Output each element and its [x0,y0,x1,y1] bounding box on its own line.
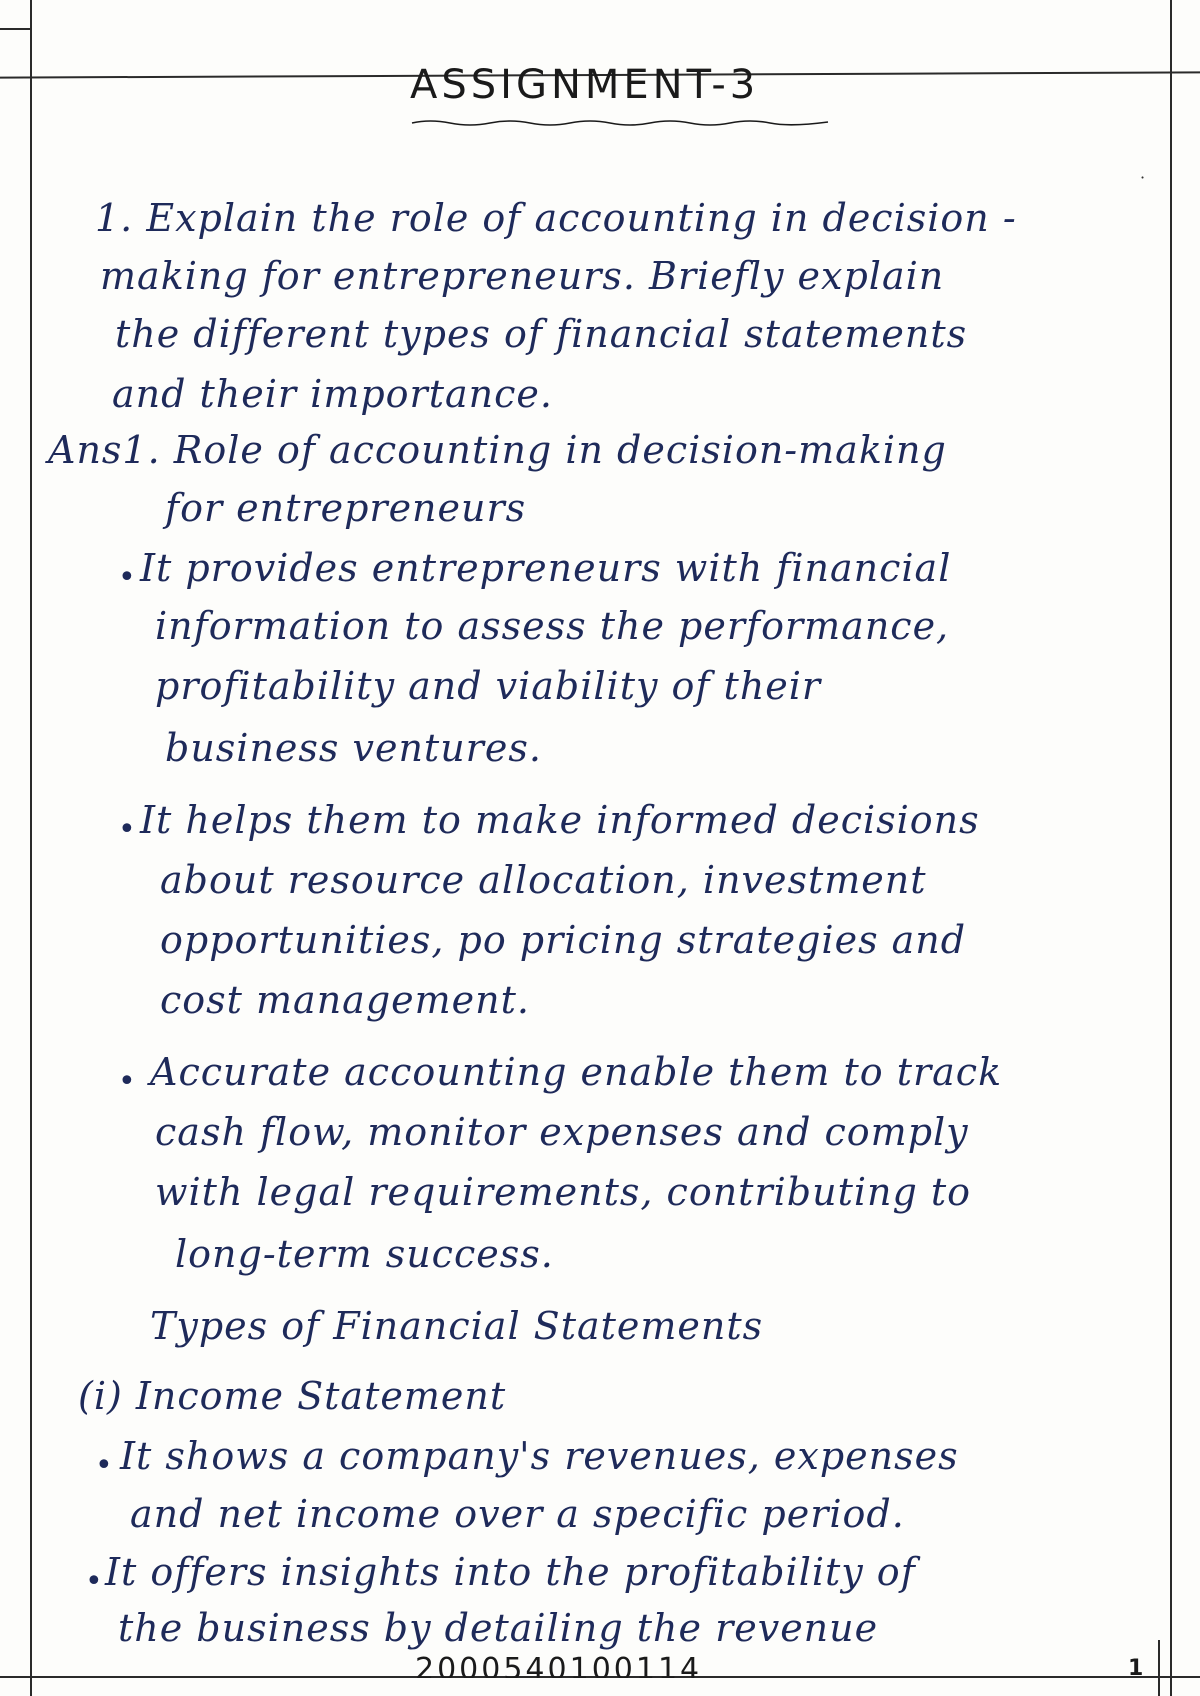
bullet-marker: • [118,1064,136,1099]
bullet-marker: • [118,812,136,847]
left-margin-line [30,0,32,1696]
bullet-line: and net income over a specific period. [130,1492,905,1536]
bullet-marker: • [85,1564,103,1599]
answer-heading-line: Ans1. Role of accounting in decision-making [48,428,947,472]
bullet-line: information to assess the performance, [155,604,950,648]
bullet-line: Accurate accounting enable them to track [150,1050,1003,1094]
bullet-line: business ventures. [165,726,542,770]
bullet-line: long-term success. [175,1232,554,1276]
question-line: the different types of financial statements [115,312,968,356]
bullet-line: the business by detailing the revenue [118,1606,879,1650]
title-underline [410,118,830,126]
right-margin-line [1170,0,1172,1696]
types-heading: Types of Financial Statements [150,1304,764,1348]
bullet-line: with legal requirements, contributing to [155,1170,972,1214]
bullet-line: It offers insights into the profitability of [105,1550,916,1594]
bullet-marker: • [95,1448,113,1483]
stray-ink-mark: · [1140,168,1146,187]
bullet-line: cash flow, monitor expenses and comply [155,1110,969,1154]
bullet-line: about resource allocation, investment [160,858,927,902]
bullet-line: It shows a company's revenues, expenses [120,1434,959,1478]
bullet-line: opportunities, po pricing strategies and [160,918,967,962]
assignment-title: ASSIGNMENT-3 [410,62,760,108]
page-number: 1 [1128,1656,1144,1681]
question-line: and their importance. [112,372,553,416]
roll-number: 2000540100114 [415,1652,703,1678]
question-line: making for entrepreneurs. Briefly explain [100,254,945,298]
income-statement-heading: (i) Income Statement [78,1374,507,1418]
corner-margin-mark [0,28,30,30]
answer-heading-line: for entrepreneurs [165,486,527,530]
page-number-box-line [1158,1640,1160,1696]
bullet-line: It helps them to make informed decisions [140,798,980,842]
bullet-line: It provides entrepreneurs with financial [140,546,952,590]
question-line: 1. Explain the role of accounting in decision - [95,196,1017,240]
bullet-marker: • [118,560,136,595]
bullet-line: cost management. [160,978,530,1022]
bullet-line: profitability and viability of their [155,664,822,708]
